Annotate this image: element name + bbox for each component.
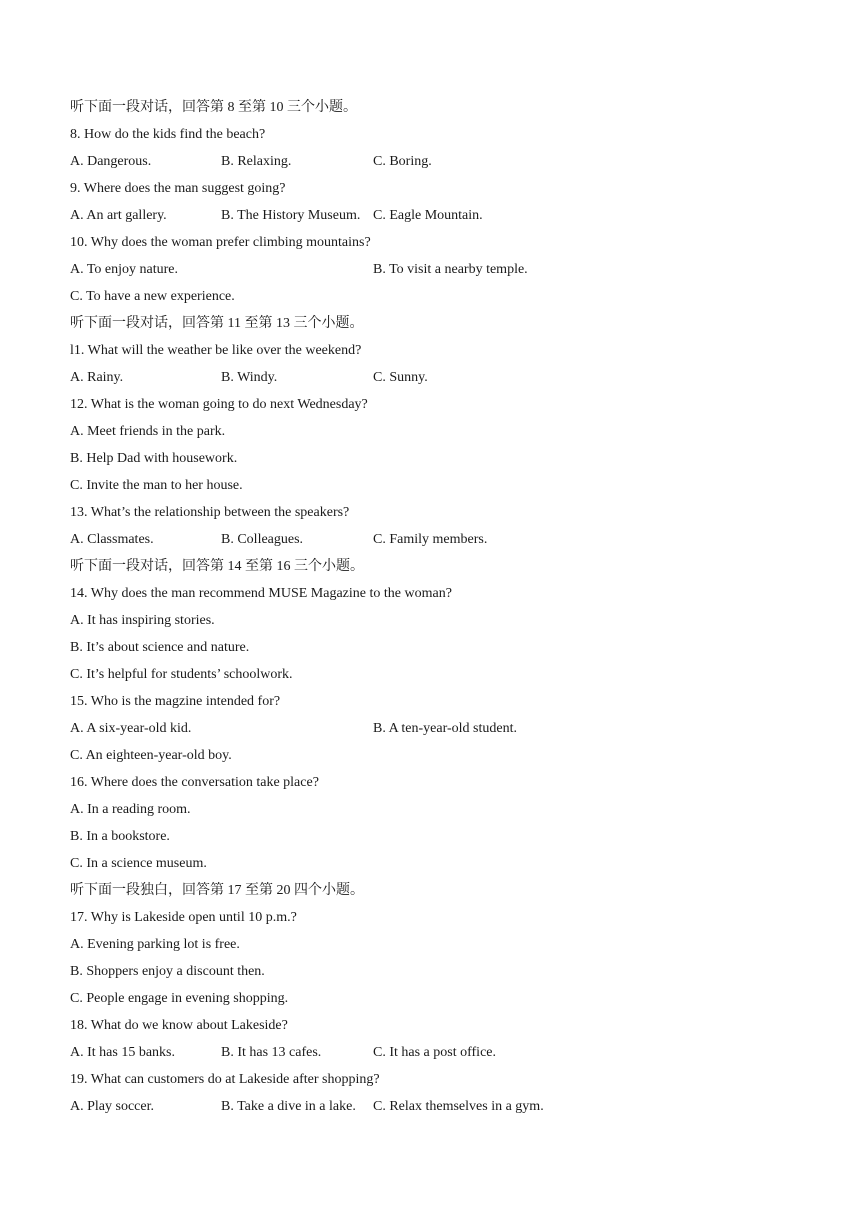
answer-options-row (70, 364, 790, 391)
answer-option: C. Relax themselves in a gym. (373, 1099, 544, 1114)
answer-option: A. It has inspiring stories. (70, 613, 215, 628)
answer-option: A. A six-year-old kid. (70, 721, 192, 736)
section-instruction: 听下面一段对话，回答第 11 至第 13 三个小题。 (70, 316, 364, 331)
answer-options-row (70, 1093, 790, 1120)
section-instruction: 听下面一段对话，回答第 8 至第 10 三个小题。 (70, 100, 357, 115)
answer-option: B. Relaxing. (221, 154, 292, 169)
answer-options-row (70, 202, 790, 229)
answer-option: C. It has a post office. (373, 1045, 496, 1060)
question-text: 8. How do the kids find the beach? (70, 127, 266, 142)
answer-option: B. A ten-year-old student. (373, 721, 517, 736)
question-text: l1. What will the weather be like over the weekend? (70, 343, 362, 358)
answer-options-row (70, 256, 790, 283)
answer-option: B. To visit a nearby temple. (373, 262, 528, 277)
answer-option: C. Boring. (373, 154, 432, 169)
answer-option: C. Eagle Mountain. (373, 208, 483, 223)
section-instruction: 听下面一段独白，回答第 17 至第 20 四个小题。 (70, 883, 364, 898)
answer-option: B. Take a dive in a lake. (221, 1099, 356, 1114)
question-text: 16. Where does the conversation take place? (70, 775, 319, 790)
answer-option: C. In a science museum. (70, 856, 207, 871)
answer-option: C. An eighteen-year-old boy. (70, 748, 232, 763)
answer-option: B. Windy. (221, 370, 278, 385)
listening-section (70, 94, 790, 1120)
answer-option: B. Shoppers enjoy a discount then. (70, 964, 265, 979)
answer-option: A. Classmates. (70, 532, 154, 547)
answer-option: B. Colleagues. (221, 532, 304, 547)
answer-option: A. Rainy. (70, 370, 124, 385)
answer-option: C. Invite the man to her house. (70, 478, 243, 493)
question-text: 9. Where does the man suggest going? (70, 181, 286, 196)
answer-option: C. Family members. (373, 532, 488, 547)
question-text: 13. What’s the relationship between the speakers? (70, 505, 350, 520)
answer-option: C. It’s helpful for students’ schoolwork. (70, 667, 293, 682)
answer-option: A. Meet friends in the park. (70, 424, 226, 439)
answer-option: B. It’s about science and nature. (70, 640, 250, 655)
question-text: 15. Who is the magzine intended for? (70, 694, 281, 709)
answer-options-row (70, 1039, 790, 1066)
answer-option: C. To have a new experience. (70, 289, 235, 304)
answer-option: C. People engage in evening shopping. (70, 991, 289, 1006)
answer-options-row (70, 526, 790, 553)
answer-option: A. Play soccer. (70, 1099, 154, 1114)
answer-option: A. To enjoy nature. (70, 262, 179, 277)
answer-option: B. In a bookstore. (70, 829, 170, 844)
answer-option: A. Evening parking lot is free. (70, 937, 240, 952)
answer-options-row (70, 715, 790, 742)
answer-option: A. An art gallery. (70, 208, 167, 223)
answer-option: A. In a reading room. (70, 802, 191, 817)
answer-option: C. Sunny. (373, 370, 428, 385)
question-text: 10. Why does the woman prefer climbing mountains? (70, 235, 371, 250)
question-text: 14. Why does the man recommend MUSE Magazine to the woman? (70, 586, 452, 601)
question-text: 18. What do we know about Lakeside? (70, 1018, 288, 1033)
answer-options-row (70, 148, 790, 175)
answer-option: A. It has 15 banks. (70, 1045, 175, 1060)
section-instruction: 听下面一段对话，回答第 14 至第 16 三个小题。 (70, 559, 364, 574)
question-text: 17. Why is Lakeside open until 10 p.m.? (70, 910, 297, 925)
answer-option: B. It has 13 cafes. (221, 1045, 322, 1060)
question-text: 12. What is the woman going to do next Wednesday? (70, 397, 368, 412)
answer-option: A. Dangerous. (70, 154, 152, 169)
question-text: 19. What can customers do at Lakeside after shopping? (70, 1072, 380, 1087)
answer-option: B. The History Museum. (221, 208, 361, 223)
answer-option: B. Help Dad with housework. (70, 451, 238, 466)
